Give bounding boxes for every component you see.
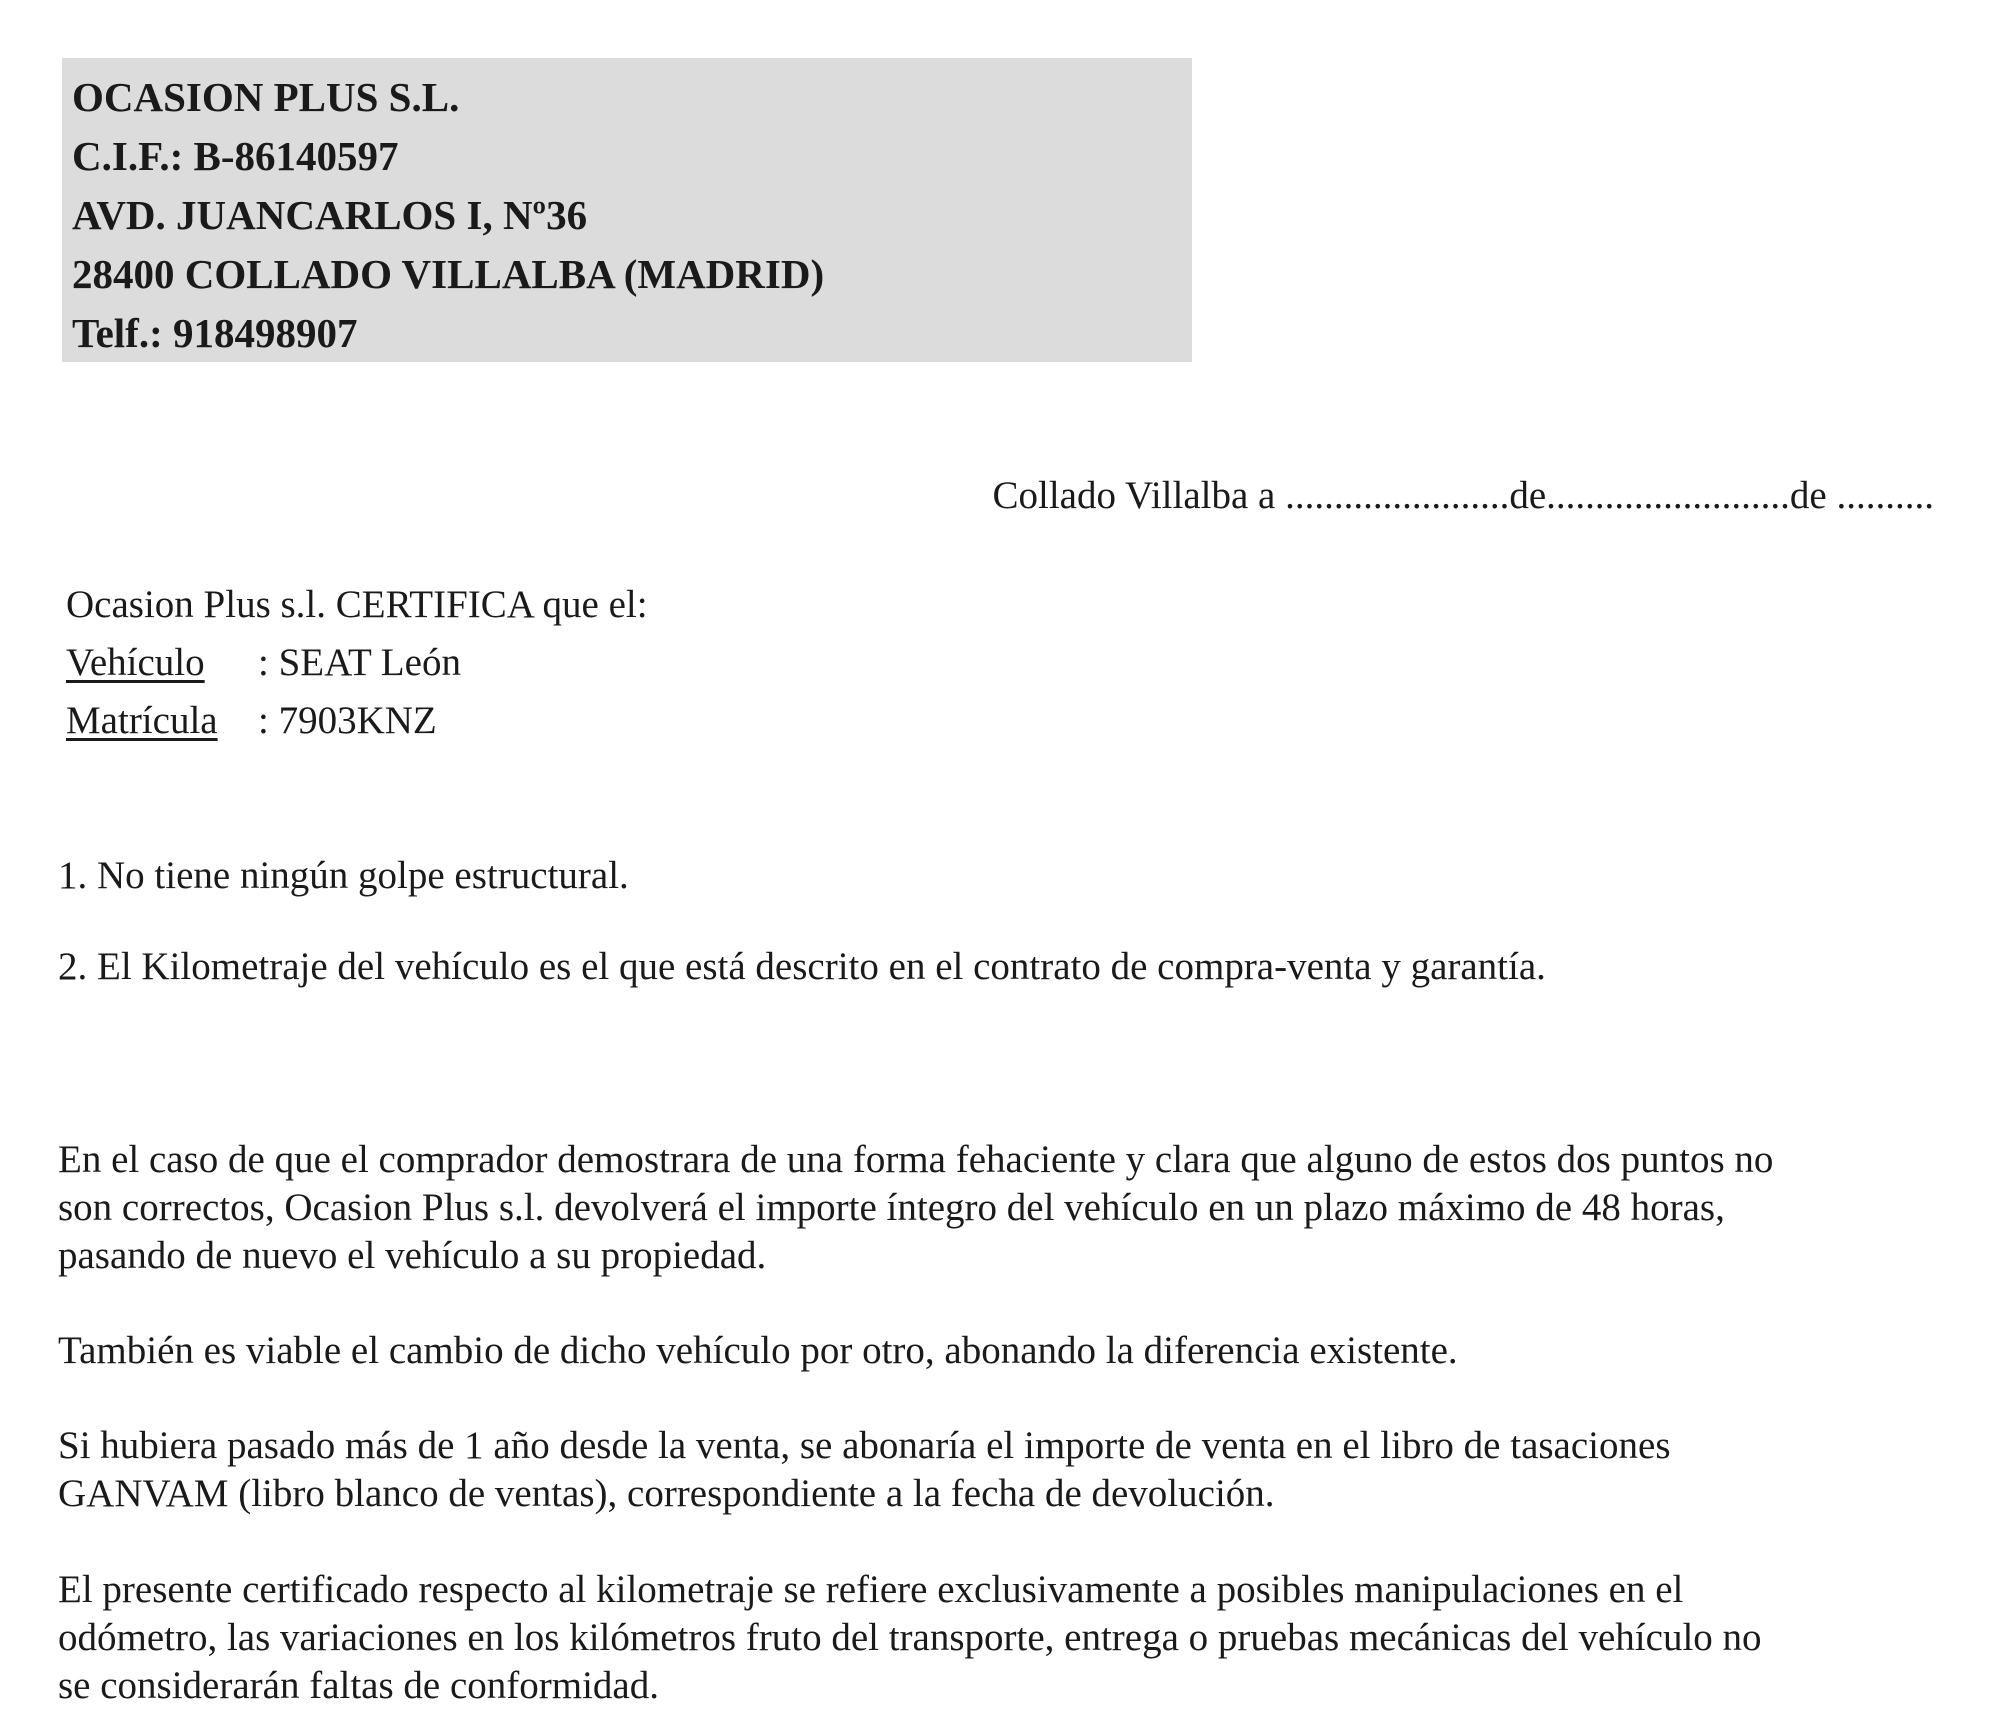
paragraph-line: El presente certificado respecto al kilometraje se refiere exclusivamente a posibles manipulaciones en el [58,1568,1684,1611]
paragraph-line: En el caso de que el comprador demostrara de una forma fehaciente y clara que alguno de estos dos puntos no [58,1138,1774,1181]
company-cif: C.I.F.: B-86140597 [72,133,399,179]
certification-intro: Ocasion Plus s.l. CERTIFICA que el: [66,583,648,626]
paragraph-line: odómetro, las variaciones en los kilómetros fruto del transporte, entrega o pruebas mecánicas del vehículo no [58,1616,1762,1659]
vehicle-value: : SEAT León [258,641,461,684]
company-name: OCASION PLUS S.L. [72,74,460,120]
paragraph-line: GANVAM (libro blanco de ventas), correspondiente a la fecha de devolución. [58,1472,1275,1515]
plate-row [66,698,437,743]
paragraph-line: pasando de nuevo el vehículo a su propiedad. [58,1234,767,1277]
paragraph-line: se considerarán faltas de conformidad. [58,1664,659,1707]
paragraph-line: Si hubiera pasado más de 1 año desde la venta, se abonaría el importe de venta en el libro de tasaciones [58,1424,1671,1467]
point-item-2: 2. El Kilometraje del vehículo es el que está descrito en el contrato de compra-venta y garantía. [58,945,1546,988]
vehicle-label: Vehículo [66,641,205,684]
paragraph-ganvam [58,1422,1958,1518]
paragraph-exchange [58,1327,1958,1375]
vehicle-row [66,640,461,685]
company-address: AVD. JUANCARLOS I, Nº36 [72,192,588,238]
paragraph-line: También es viable el cambio de dicho vehículo por otro, abonando la diferencia existente. [58,1329,1458,1372]
paragraph-odometer [58,1566,1958,1710]
company-phone: Telf.: 918498907 [72,310,358,356]
paragraph-refund [58,1136,1958,1280]
company-city: 28400 COLLADO VILLALBA (MADRID) [72,251,825,297]
company-header-box [62,58,1192,362]
plate-label: Matrícula [66,699,218,742]
plate-value: : 7903KNZ [258,699,437,742]
paragraph-line: son correctos, Ocasion Plus s.l. devolverá el importe íntegro del vehículo en un plazo máximo de 48 horas, [58,1186,1725,1229]
point-item-1: 1. No tiene ningún golpe estructural. [58,854,629,897]
place-date-line: Collado Villalba a .......................de.........................de .......... [992,474,1934,517]
